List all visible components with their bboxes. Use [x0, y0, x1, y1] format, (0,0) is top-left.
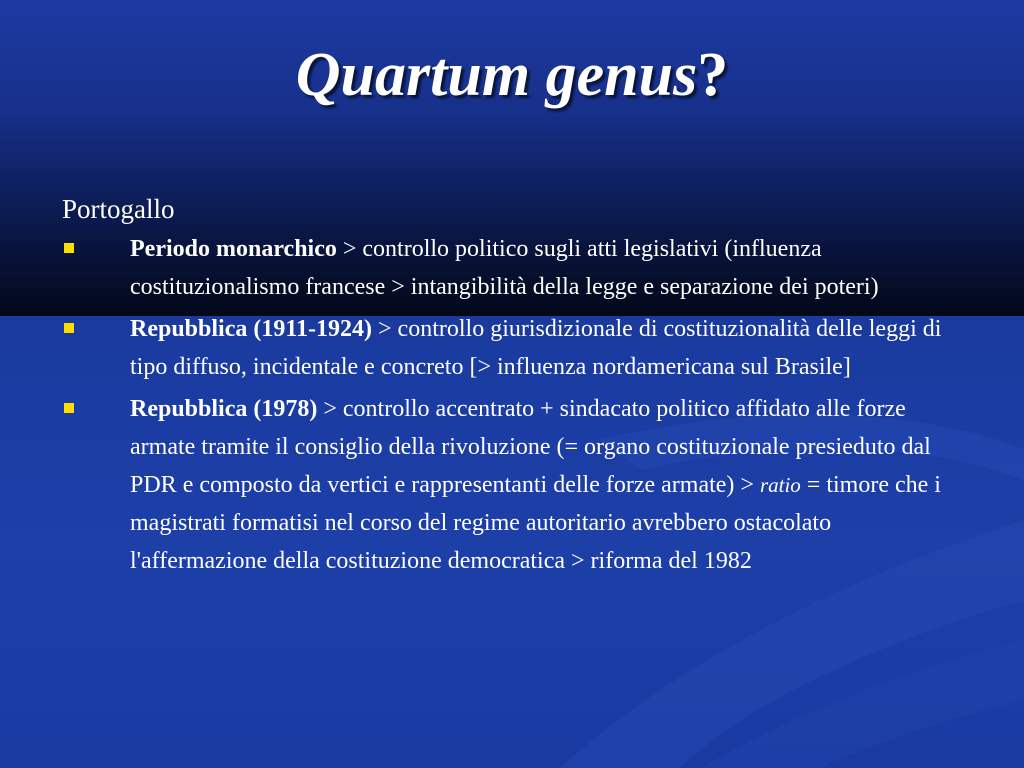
bullet-text: > controllo giurisdizionale di costituzionalità delle leggi di tipo diffuso, incidentale e concreto [> influenza nordamericana sul Brasile]	[130, 316, 942, 380]
bullet-text-before: > controllo accentrato + sindacato politico affidato alle forze armate tramite il consiglio della rivoluzione (= organo costituzionale presieduto dal PDR e composto da vertici e rappresentanti delle forze armate) >	[130, 396, 931, 498]
slide-title	[0, 40, 1024, 111]
square-bullet-icon	[64, 403, 74, 413]
bullet-bold-label: Periodo monarchico	[130, 236, 337, 262]
bullet-item-republic-1978	[62, 390, 972, 580]
title-text: Quartum genus	[295, 41, 698, 109]
bullet-item-monarchy	[62, 230, 972, 306]
bullet-text-after: = timore che i magistrati formatisi nel corso del regime autoritario avrebbero ostacolato l'affermazione della costituzione democratica > riforma del 1982	[130, 472, 941, 574]
bullet-text: > controllo politico sugli atti legislativi (influenza costituzionalismo francese > intangibilità della legge e separazione dei poteri)	[130, 236, 879, 300]
title-question-mark: ?	[697, 41, 729, 109]
square-bullet-icon	[64, 243, 74, 253]
bullet-item-republic-1911	[62, 310, 972, 386]
bullet-bold-label: Repubblica (1978)	[130, 396, 318, 422]
bullet-bold-label: Repubblica (1911-1924)	[130, 316, 373, 342]
slide-content	[62, 190, 972, 584]
bullet-italic-term: ratio	[759, 473, 801, 497]
section-heading: Portogallo	[62, 194, 175, 224]
square-bullet-icon	[64, 323, 74, 333]
